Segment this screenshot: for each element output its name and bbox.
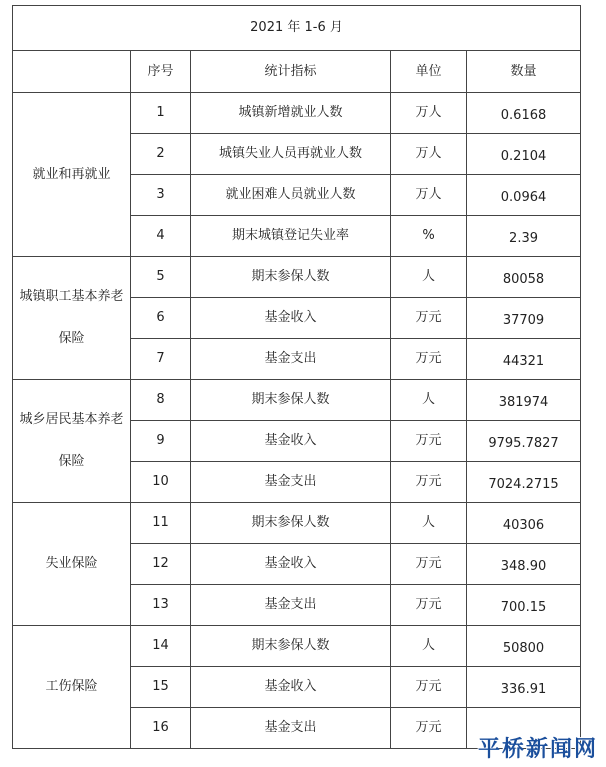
value-cell: 7024.2715: [467, 462, 581, 503]
indicator-cell: 基金支出: [191, 339, 391, 380]
unit-cell: 人: [391, 626, 467, 667]
statistics-table: [12, 5, 581, 749]
category-cell: 城镇职工基本养老保险: [13, 257, 131, 380]
indicator-cell: 基金支出: [191, 585, 391, 626]
unit-cell: 万元: [391, 298, 467, 339]
indicator-cell: 期末参保人数: [191, 257, 391, 298]
value-cell: 44321: [467, 339, 581, 380]
seq-cell: 9: [131, 421, 191, 462]
unit-cell: 万元: [391, 462, 467, 503]
value-cell: 9795.7827: [467, 421, 581, 462]
seq-cell: 11: [131, 503, 191, 544]
indicator-cell: 期末参保人数: [191, 626, 391, 667]
indicator-cell: 基金支出: [191, 708, 391, 749]
seq-cell: 2: [131, 134, 191, 175]
category-cell: 失业保险: [13, 503, 131, 626]
table-row: [13, 503, 581, 544]
unit-cell: 人: [391, 503, 467, 544]
indicator-cell: 基金支出: [191, 462, 391, 503]
table-row: [13, 626, 581, 667]
value-cell: 0.6168: [467, 93, 581, 134]
seq-cell: 7: [131, 339, 191, 380]
indicator-cell: 就业困难人员就业人数: [191, 175, 391, 216]
seq-cell: 6: [131, 298, 191, 339]
unit-cell: 万元: [391, 667, 467, 708]
unit-cell: 万元: [391, 708, 467, 749]
indicator-cell: 期末参保人数: [191, 503, 391, 544]
value-cell: 336.91: [467, 667, 581, 708]
table-title: 2021 年 1-6 月: [13, 6, 581, 51]
unit-cell: 万人: [391, 93, 467, 134]
indicator-cell: 城镇新增就业人数: [191, 93, 391, 134]
seq-cell: 8: [131, 380, 191, 421]
unit-cell: 人: [391, 380, 467, 421]
value-cell: 0.0964: [467, 175, 581, 216]
header-seq: 序号: [131, 51, 191, 93]
header-category: [13, 51, 131, 93]
seq-cell: 3: [131, 175, 191, 216]
category-cell: 就业和再就业: [13, 93, 131, 257]
seq-cell: 13: [131, 585, 191, 626]
table-header-row: [13, 51, 581, 93]
category-cell: 工伤保险: [13, 626, 131, 749]
value-cell: 348.90: [467, 544, 581, 585]
site-watermark: 平桥新闻网: [477, 736, 598, 762]
unit-cell: 人: [391, 257, 467, 298]
value-cell: 2.39: [467, 216, 581, 257]
value-cell: 50800: [467, 626, 581, 667]
seq-cell: 12: [131, 544, 191, 585]
indicator-cell: 基金收入: [191, 544, 391, 585]
seq-cell: 16: [131, 708, 191, 749]
seq-cell: 5: [131, 257, 191, 298]
indicator-cell: 期末城镇登记失业率: [191, 216, 391, 257]
header-unit: 单位: [391, 51, 467, 93]
category-cell: 城乡居民基本养老保险: [13, 380, 131, 503]
seq-cell: 1: [131, 93, 191, 134]
indicator-cell: 基金收入: [191, 421, 391, 462]
seq-cell: 10: [131, 462, 191, 503]
value-cell: 0.2104: [467, 134, 581, 175]
table-row: [13, 380, 581, 421]
unit-cell: 万人: [391, 134, 467, 175]
indicator-cell: 期末参保人数: [191, 380, 391, 421]
value-cell: 700.15: [467, 585, 581, 626]
table-title-row: [13, 6, 581, 51]
indicator-cell: 城镇失业人员再就业人数: [191, 134, 391, 175]
table-row: [13, 257, 581, 298]
value-cell: 381974: [467, 380, 581, 421]
table-row: [13, 93, 581, 134]
unit-cell: 万元: [391, 585, 467, 626]
indicator-cell: 基金收入: [191, 667, 391, 708]
seq-cell: 14: [131, 626, 191, 667]
unit-cell: 万人: [391, 175, 467, 216]
seq-cell: 15: [131, 667, 191, 708]
unit-cell: 万元: [391, 544, 467, 585]
value-cell: 37709: [467, 298, 581, 339]
unit-cell: 万元: [391, 421, 467, 462]
header-indicator: 统计指标: [191, 51, 391, 93]
unit-cell: %: [391, 216, 467, 257]
unit-cell: 万元: [391, 339, 467, 380]
header-value: 数量: [467, 51, 581, 93]
value-cell: 80058: [467, 257, 581, 298]
value-cell: 40306: [467, 503, 581, 544]
indicator-cell: 基金收入: [191, 298, 391, 339]
seq-cell: 4: [131, 216, 191, 257]
